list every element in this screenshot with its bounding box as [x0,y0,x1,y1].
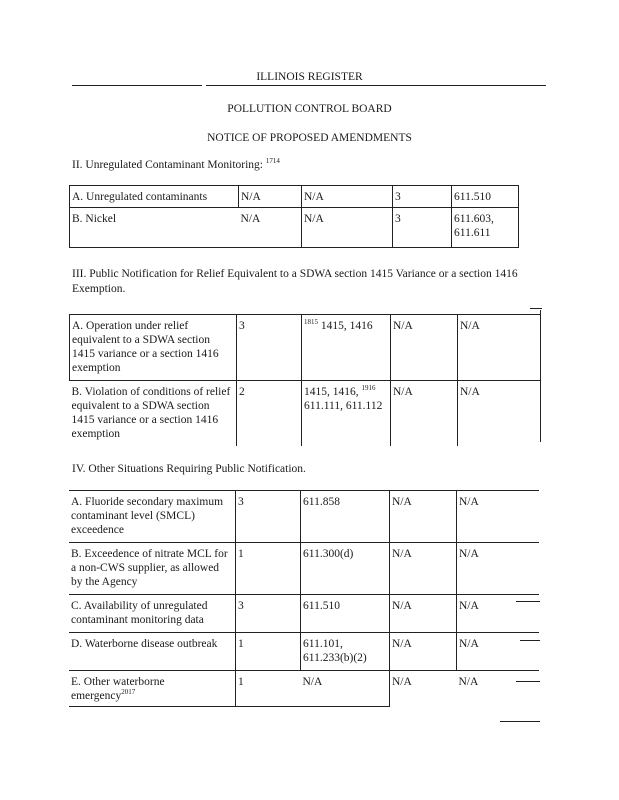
cell-col4: N/A [390,633,457,671]
citation-sections: 611.111, 611.112 [304,400,383,412]
cell-col4: N/A [391,315,458,381]
table-rule [530,308,542,309]
table-row [70,381,541,447]
cell-citation: N/A [302,208,393,248]
section-3-heading: III. Public Notification for Relief Equivalent to a SDWA section 1415 Variance or a section 1416 Exemption. [72,268,518,295]
footnote-marker: 1714 [265,157,280,166]
cell-tier: N/A [239,208,302,248]
board-title: POLLUTION CONTROL BOARD [227,103,392,115]
cell-col5: 611.510 [452,186,519,208]
cell-tier: 2 [237,381,302,447]
footnote-marker: 1916 [361,384,376,393]
cell-situation [69,671,236,707]
cell-citation: 611.858 [301,491,390,543]
section-2-table [69,185,519,248]
footnote-marker: 2017 [121,688,136,697]
table-rule [516,681,540,682]
cell-col5: N/A [458,315,541,381]
situation-text: E. Other waterborne emergency [71,676,165,702]
cell-col4: N/A [390,491,457,543]
table-rule [516,601,540,602]
cell-situation: D. Waterborne disease outbreak [69,633,236,671]
cell-citation: 611.300(d) [301,543,390,595]
section-4-table [69,490,539,707]
header-rule-left [72,85,202,86]
section-3-table [69,314,540,446]
notice-title: NOTICE OF PROPOSED AMENDMENTS [207,132,412,144]
cell-situation: C. Availability of unregulated contaminant monitoring data [69,595,236,633]
footnote-marker: 1815 [304,318,318,327]
register-title: ILLINOIS REGISTER [256,71,363,83]
cell-citation: N/A [301,671,390,707]
citation-text: 1415, 1416, [304,386,359,398]
cell-col4: N/A [390,595,457,633]
cell-col5: N/A [457,595,540,633]
cell-tier: 3 [237,315,302,381]
cell-col4: 3 [393,186,452,208]
cell-tier: 1 [236,543,301,595]
table-row [70,208,519,248]
cell-situation: B. Violation of conditions of relief equivalent to a SDWA section 1415 variance or a section 1416 exemption [70,381,237,447]
cell-situation: A. Fluoride secondary maximum contaminant level (SMCL) exceedence [69,491,236,543]
cell-situation: B. Nickel [70,208,239,248]
cell-col4: N/A [390,543,457,595]
cell-tier: 1 [236,671,301,707]
table-row [70,315,541,381]
cell-col5: 611.603, 611.611 [452,208,519,248]
citation-text: 1415, 1416 [320,320,373,332]
cell-tier: 1 [236,633,301,671]
table-rule [540,310,541,442]
cell-col5: N/A [458,676,479,688]
table-row [69,595,539,633]
cell-situation: A. Operation under relief equivalent to a SDWA section 1415 variance or a section 1416 exemption [70,315,237,381]
cell-citation [302,381,391,447]
cell-citation: N/A [302,186,393,208]
table-row [69,671,539,707]
cell-col5: N/A [457,491,540,543]
cell-col4: N/A [391,381,458,447]
cell-col4: N/A [390,671,457,707]
cell-tier: 3 [236,595,301,633]
cell-situation: A. Unregulated contaminants [70,186,239,208]
cell-situation: B. Exceedence of nitrate MCL for a non-CWS supplier, as allowed by the Agency [69,543,236,595]
header-rule-right [206,85,546,86]
section-4-heading: IV. Other Situations Requiring Public Notification. [72,463,306,475]
section-2-heading-text: II. Unregulated Contaminant Monitoring: [72,159,263,171]
table-row [69,633,539,671]
cell-tier: 3 [236,491,301,543]
cell-citation: 611.510 [301,595,390,633]
cell-citation: 611.101, 611.233(b)(2) [301,633,390,671]
table-row [69,491,539,543]
table-row [69,543,539,595]
table-row [70,186,519,208]
table-rule [520,640,540,641]
cell-col4: 3 [393,208,452,248]
cell-col5: N/A [458,381,541,447]
cell-citation [302,315,391,381]
cell-tier: N/A [239,186,302,208]
section-2-heading [72,158,552,173]
cell-col5: N/A [457,633,540,671]
table-rule [500,721,540,722]
cell-col5: N/A [457,543,540,595]
